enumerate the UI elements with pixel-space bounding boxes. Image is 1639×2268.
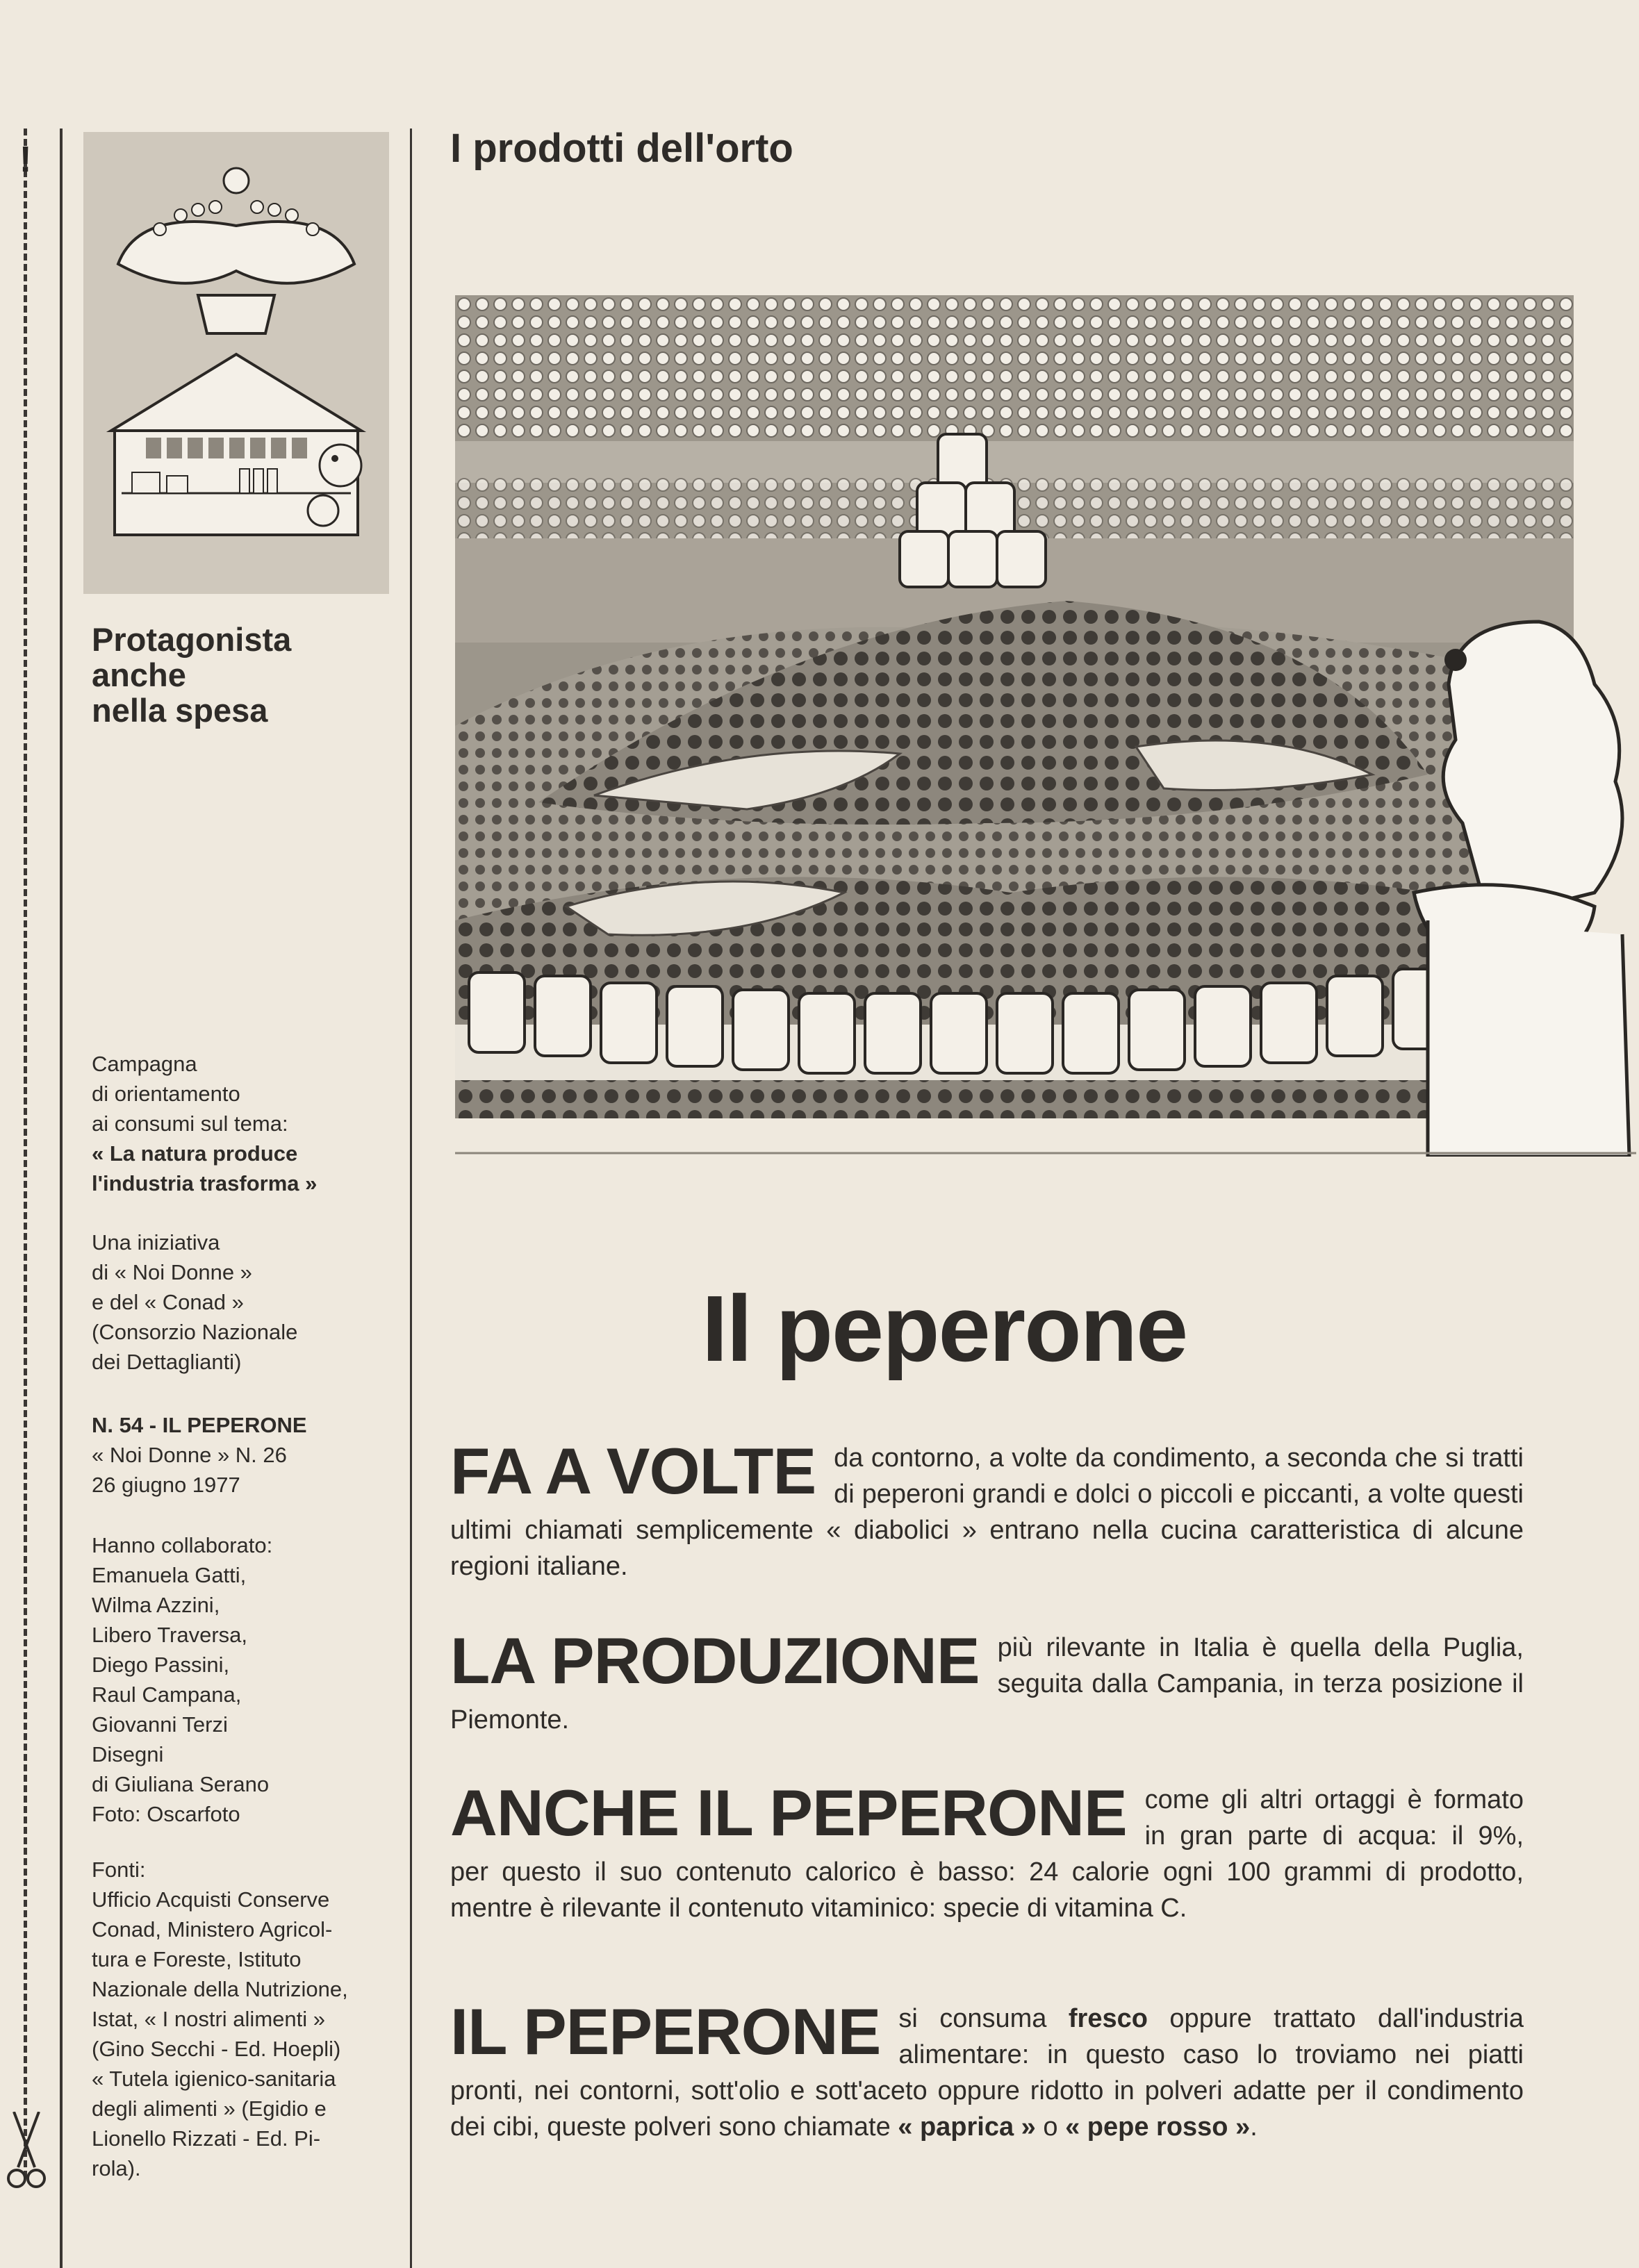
lead-fa-a-volte: FA A VOLTE: [450, 1434, 816, 1507]
sidebar-title: Protagonista anche nella spesa: [92, 621, 292, 729]
cut-line: [24, 129, 27, 2178]
campaign-block: Campagna di orientamento ai consumi sul tema: « La natura produce l'industria trasforma »: [92, 1052, 318, 1195]
lead-anche-il-peperone: ANCHE IL PEPERONE: [450, 1776, 1127, 1849]
lead-il-peperone: IL PEPERONE: [450, 1995, 881, 2068]
vertical-rule-column: [410, 129, 412, 2268]
landscape-illustration: [455, 295, 1636, 1157]
section-heading: I prodotti dell'orto: [450, 126, 793, 171]
paragraph-production: LA PRODUZIONE più rilevante in Italia è quella della Puglia, seguita dalla Campania, in terza posizione il Piemonte.: [450, 1624, 1524, 1735]
article-title: Il peperone: [702, 1276, 1187, 1381]
paragraph-consumption: IL PEPERONE si consuma fresco oppure trattato dall'industria alimentare: in questo caso lo troviamo nei piatti pronti, nei contorni, sott'olio e sott'aceto oppure ridotto in polveri adatte per il condimento dei cibi, queste polveri sono chiamate « paprica » o « pepe rosso ».: [450, 1995, 1524, 2142]
paragraph-nutrition: ANCHE IL PEPERONE come gli altri ortaggi è formato in gran parte di acqua: il 9%, per questo il suo contenuto calorico è basso: 24 calorie ogni 100 grammi di prodotto, mentre è rilevante il contenuto vitaminico: specie di vitamina C.: [450, 1776, 1524, 1923]
paragraph-uses: FA A VOLTE da contorno, a volte da condimento, a seconda che si tratti di peperoni grandi e dolci o piccoli e piccanti, a volte questi ultimi chiamati semplicemente « diabolici » entrano nella cucina caratteristica di alcune regioni italiane.: [450, 1434, 1524, 1581]
vertical-rule-left: [60, 129, 63, 2268]
campaign-illustration: [83, 132, 389, 594]
lead-la-produzione: LA PRODUZIONE: [450, 1624, 980, 1697]
credits-block: Hanno collaborato: Emanuela Gatti, Wilma Azzini, Libero Traversa, Diego Passini, Raul Campana, Giovanni Terzi Disegni di Giuliana Serano Foto: Oscarfoto: [92, 1533, 273, 1826]
exclamation-mark-icon: !: [19, 140, 32, 180]
initiative-block: Una iniziativa di « Noi Donne » e del « Conad » (Consorzio Nazionale dei Dettaglianti): [92, 1230, 298, 1374]
sources-block: Fonti: Ufficio Acquisti Conserve Conad, Ministero Agricol- tura e Foreste, Istituto Nazionale della Nutrizione, Istat, « I nostri alimenti » (Gino Secchi - Ed. Hoepli) « Tutela igienico-sanitaria degli alimenti » (Egidio e Lionello Rizzati - Ed. Pi- rola).: [92, 1857, 348, 2180]
issue-block: N. 54 - IL PEPERONE « Noi Donne » N. 26 26 giugno 1977: [92, 1413, 307, 1497]
scissors-icon: [7, 2112, 46, 2195]
